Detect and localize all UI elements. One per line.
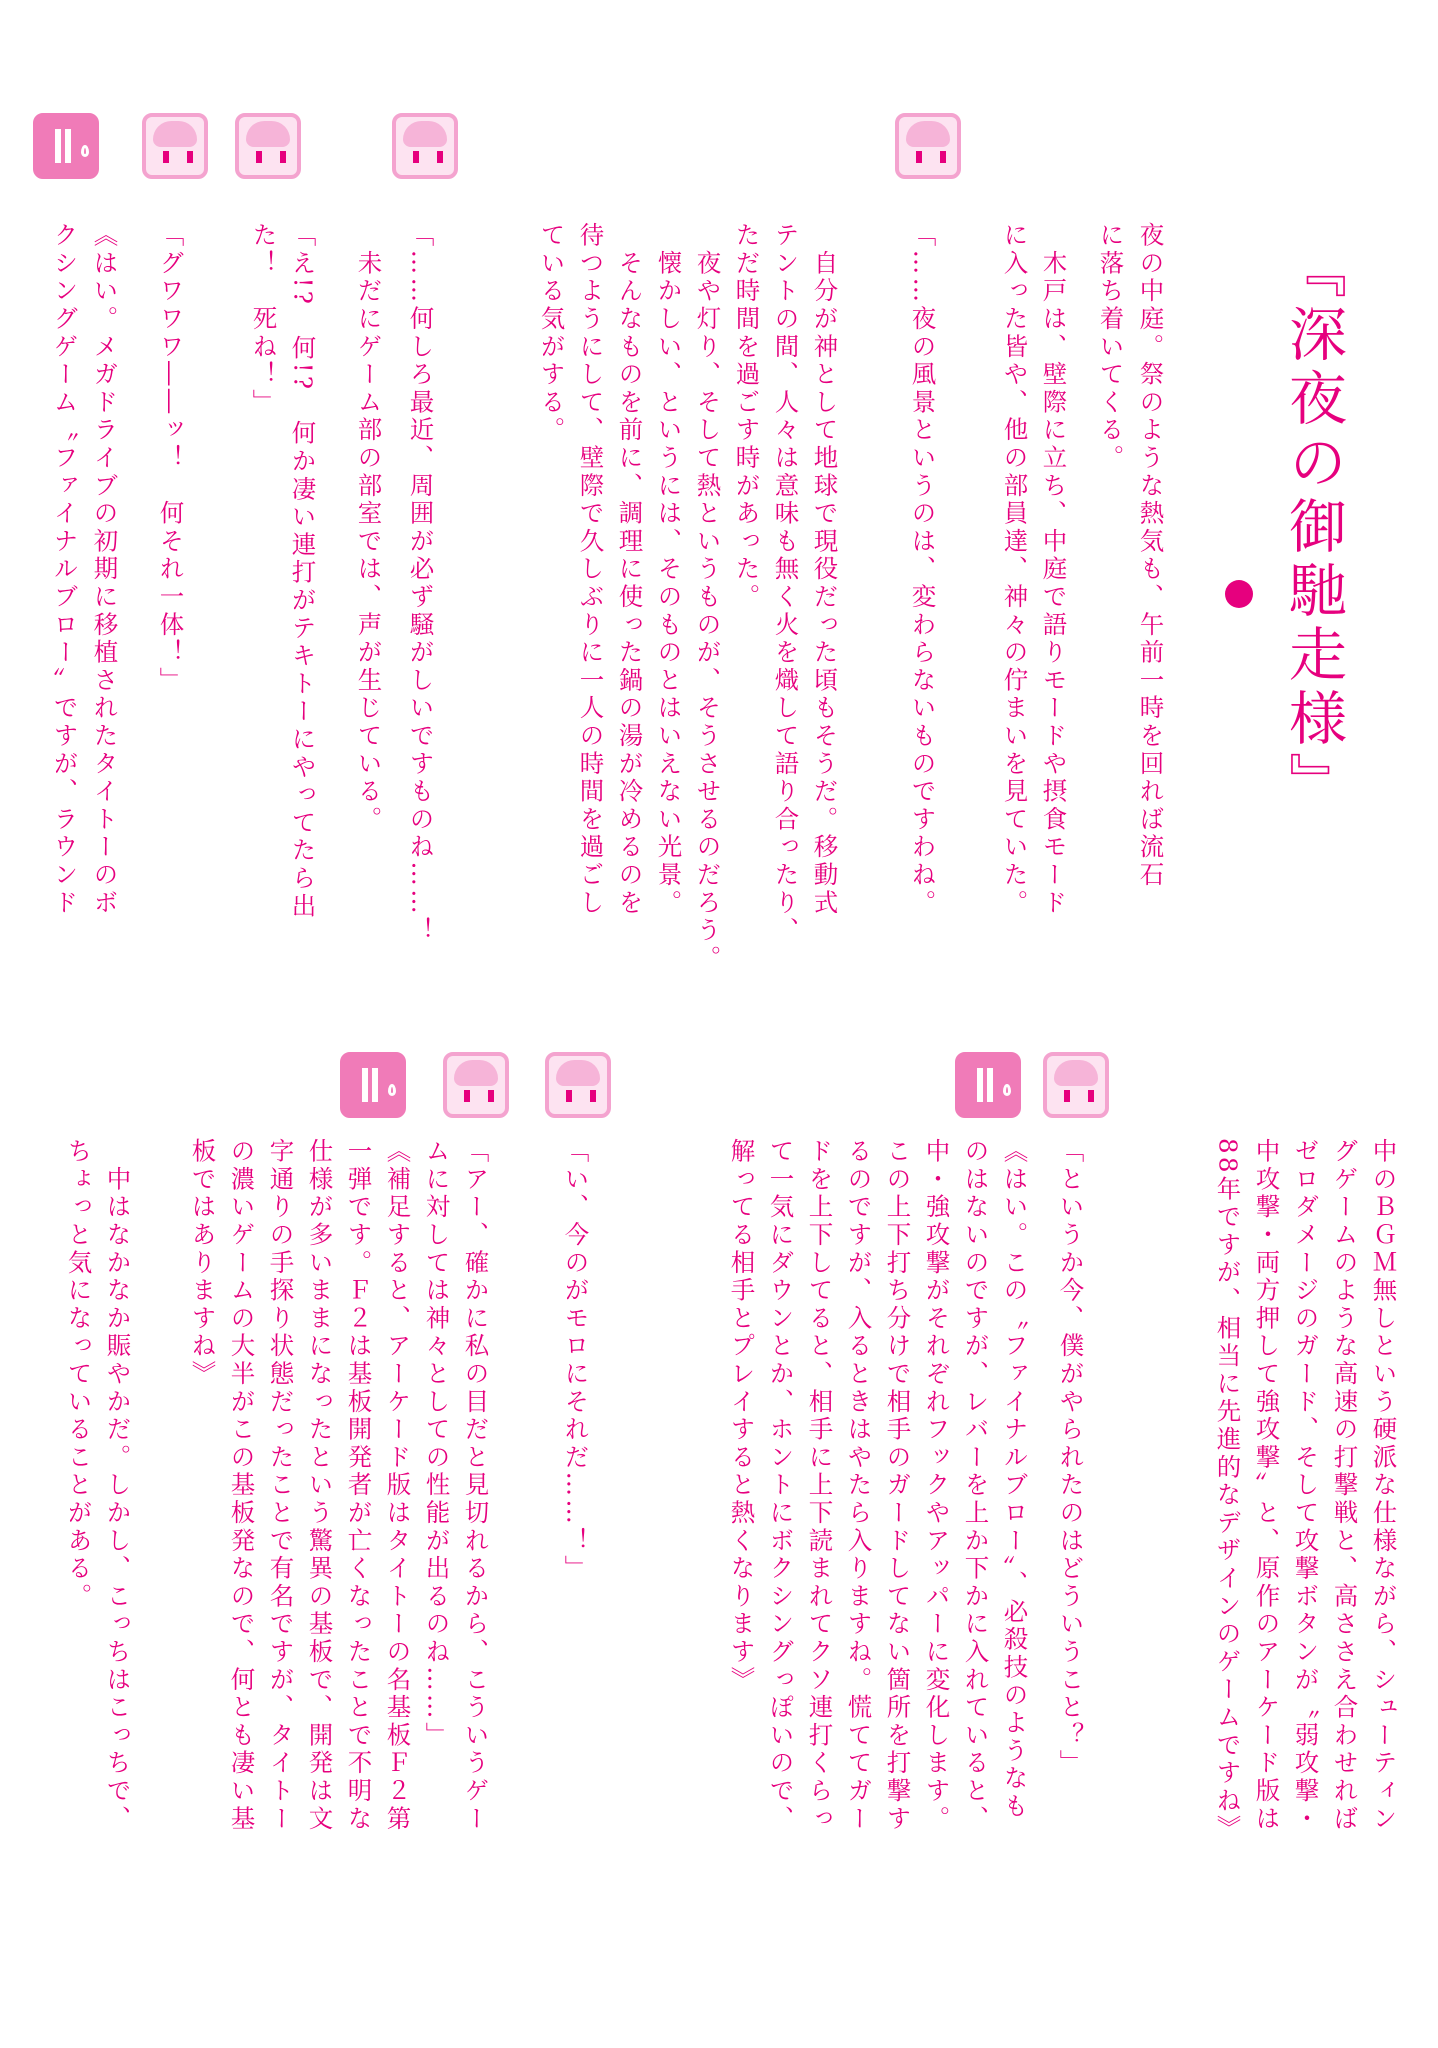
text-column: クシングゲーム〝ファイナルブロー〟ですが、ラウンド — [50, 222, 80, 917]
text-column: 夜や灯り、そして熱というものが、そうさせるのだろう。 — [693, 222, 723, 973]
text-column: ムに対しては神々としての性能が出るのね……」 — [422, 1138, 452, 1750]
character-face-icon — [545, 1052, 611, 1118]
text-column: テントの間、人々は意味も無く火を熾して語り合ったり、 — [771, 222, 801, 945]
text-column: のはないのですが、レバーを上か下かに入れていると、 — [961, 1138, 991, 1833]
title-bullet — [1225, 580, 1253, 608]
character-face-icon — [1043, 1052, 1109, 1118]
text-column: 自分が神として地球で現役だった頃もそうだ。移動式 — [810, 222, 840, 917]
character-face-icon — [235, 113, 301, 179]
text-column: ただ時間を過ごす時があった。 — [732, 222, 762, 612]
text-column: 夜の中庭。祭のような熱気も、午前一時を回れば流石 — [1136, 222, 1166, 890]
text-column: 仕様が多いままになったという驚異の基板で、開発は文 — [305, 1138, 335, 1833]
text-column: るのですが、入るときはやたら入りますね。慌ててガー — [844, 1138, 874, 1833]
text-column: に落ち着いてくる。 — [1096, 222, 1126, 473]
text-column: 中攻撃・両方押して強攻撃〟と、原作のアーケード版は — [1252, 1138, 1282, 1833]
text-column: 一弾です。Ｆ２は基板開発者が亡くなったことで不明な — [344, 1138, 374, 1833]
text-column: 未だにゲーム部の部室では、声が生じている。 — [354, 222, 384, 834]
text-column: 「え!? 何!? 何か凄い連打がテキトーにやってたら出 — [288, 222, 318, 921]
text-column: 「アー、確かに私の目だと見切れるから、こういうゲー — [461, 1138, 491, 1833]
chapter-title: 『深夜の御馳走様』 — [1279, 240, 1347, 816]
character-face-icon — [443, 1052, 509, 1118]
text-column: 中・強攻撃がそれぞれフックやアッパーに変化します。 — [922, 1138, 952, 1833]
text-column: 《はい。この〝ファイナルブロー〟、必殺技のようなも — [1000, 1138, 1030, 1821]
text-column: 「……夜の風景というのは、変わらないものですわね。 — [908, 222, 938, 917]
text-column: ゼロダメージのガード、そして攻撃ボタンが〝弱攻撃・ — [1291, 1138, 1321, 1833]
text-column: グゲームのような高速の打撃戦と、高ささえ合わせれば — [1330, 1138, 1360, 1833]
character-face-icon — [142, 113, 208, 179]
text-column: 《補足すると、アーケード版はタイトーの名基板Ｆ２第 — [383, 1138, 413, 1833]
text-column: ちょっと気になっていることがある。 — [64, 1138, 94, 1611]
text-column: 解ってる相手とプレイすると熱くなります》 — [727, 1138, 757, 1694]
text-column: ている気がする。 — [537, 222, 567, 445]
text-column: 「グワワワ――ッ！ 何それ一体！」 — [156, 222, 186, 695]
text-column: この上下打ち分けで相手のガードしてない箇所を打撃す — [883, 1138, 913, 1833]
text-column: 中のＢＧＭ無しという硬派な仕様ながら、シューティン — [1369, 1138, 1399, 1833]
speech-mark-icon — [955, 1052, 1021, 1118]
text-column: に入った皆や、他の部員達、神々の佇まいを見ていた。 — [1000, 222, 1030, 917]
character-face-icon — [392, 113, 458, 179]
speech-mark-icon — [33, 113, 99, 179]
text-column: 中はなかなか賑やかだ。しかし、こっちはこっちで、 — [103, 1138, 133, 1833]
text-column: て一気にダウンとか、ホントにボクシングっぽいので、 — [766, 1138, 796, 1833]
text-column: 字通りの手探り状態だったことで有名ですが、タイトー — [266, 1138, 296, 1833]
text-column: 懐かしい、というには、そのものとはいえない光景。 — [654, 222, 684, 917]
text-column: 「というか今、僕がやられたのはどういうこと？」 — [1056, 1138, 1086, 1778]
text-column: 木戸は、壁際に立ち、中庭で語りモードや摂食モード — [1039, 222, 1069, 917]
text-column: た！ 死ね！」 — [249, 222, 279, 417]
text-column: 88年ですが、相当に先進的なデザインのゲームですね》 — [1213, 1138, 1243, 1843]
text-column: そんなものを前に、調理に使った鍋の湯が冷めるのを — [615, 222, 645, 917]
text-column: 《はい。メガドライブの初期に移植されたタイトーのボ — [90, 222, 120, 917]
text-column: 「……何しろ最近、周囲が必ず騒がしいですものね……！ — [406, 222, 436, 945]
character-face-icon — [895, 113, 961, 179]
text-column: ドを上下してると、相手に上下読まれてクソ連打くらっ — [805, 1138, 835, 1833]
text-column: 待つようにして、壁際で久しぶりに一人の時間を過ごし — [576, 222, 606, 917]
text-column: 「い、今のがモロにそれだ……！」 — [561, 1138, 591, 1583]
text-column: の濃いゲームの大半がこの基板発なので、何とも凄い基 — [227, 1138, 257, 1833]
speech-mark-icon — [340, 1052, 406, 1118]
text-column: 板ではありますね》 — [188, 1138, 218, 1389]
